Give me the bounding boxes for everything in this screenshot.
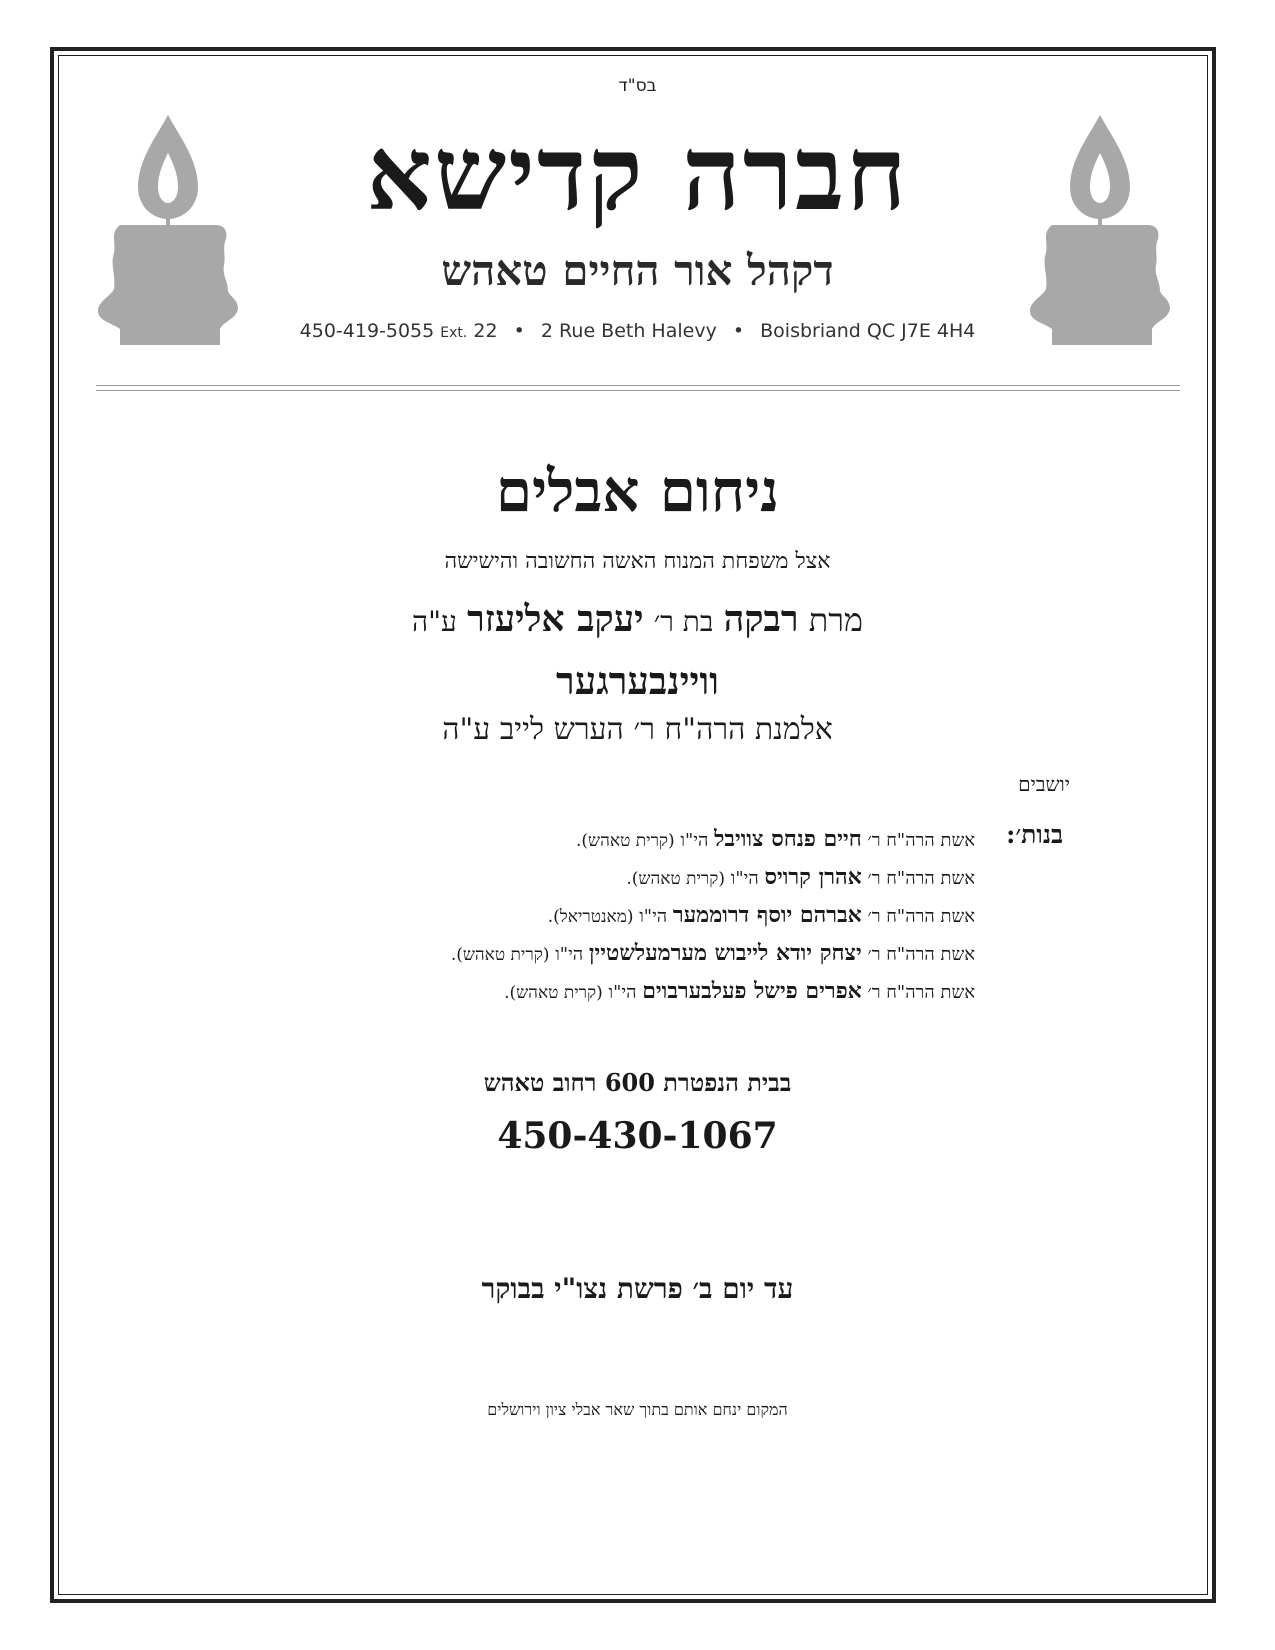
daughter-husband-name: אברהם יוסף דרוממער: [672, 902, 862, 928]
daughter-prefix: אשת הרה"ח ר׳: [867, 982, 975, 1003]
daughter-husband-name: יצחק יודא לייבוש מערמעלשטיין: [588, 940, 862, 966]
daughter-hy: הי"ו: [730, 868, 759, 889]
separator-dot: •: [732, 320, 745, 342]
shiva-address: בבית הנפטרת 600 רחוב טאהש: [483, 1068, 792, 1097]
daughter-city: (מאנטריאל).: [547, 907, 634, 927]
daughter-city: (קרית טאהש).: [576, 831, 675, 851]
shiva-phone[interactable]: 450-430-1067: [497, 1115, 778, 1157]
separator-dot: •: [513, 320, 525, 342]
daughter-prefix: אשת הרה"ח ר׳: [867, 868, 975, 889]
deceased-name-line: [0, 598, 1275, 641]
org-name: חברה קדישא: [366, 114, 909, 234]
daughter-hy: הי"ו: [639, 906, 668, 927]
list-item: [451, 896, 975, 934]
shiva-until: עד יום ב׳ פרשת נצו"י בבוקר: [481, 1272, 794, 1305]
org-subtitle: דקהל אור החיים טאהש: [441, 246, 834, 295]
name-first: רבקה: [723, 598, 799, 640]
daughter-husband-name: חיים פנחס צוויבל: [714, 826, 862, 852]
daughter-hy: הי"ו: [555, 944, 584, 965]
notice-title: ניחום אבלים: [495, 457, 780, 525]
list-item: [451, 934, 975, 972]
widow-of-line: אלמנת הרה"ח ר׳ הערש לייב ע"ה: [442, 712, 833, 747]
list-item: [451, 972, 975, 1010]
closing-blessing: המקום ינחם אותם בתוך שאר אבלי ציון וירושלים: [487, 1400, 788, 1419]
daughter-husband-name: אפרים פישל פעלבערבוים: [642, 978, 862, 1004]
list-item: [451, 820, 975, 858]
deceased-surname: וויינבערגער: [556, 658, 719, 703]
daughter-prefix: אשת הרה"ח ר׳: [867, 830, 975, 851]
name-father: יעקב אליעזר: [467, 598, 644, 640]
header-divider: [96, 385, 1180, 391]
contact-phone[interactable]: 450-419-5055: [299, 320, 435, 342]
sitting-label: יושבים: [1018, 772, 1070, 796]
contact-street: 2 Rue Beth Halevy: [540, 320, 717, 342]
daughter-hy: הי"ו: [680, 830, 709, 851]
daughters-list: [451, 820, 975, 1010]
daughters-label: בנות׳:: [1006, 820, 1063, 849]
daughter-prefix: אשת הרה"ח ר׳: [867, 944, 975, 965]
contact-line: [0, 320, 1275, 342]
name-bat: בת ר׳: [653, 605, 714, 638]
contact-ext: 22: [473, 320, 498, 342]
notice-intro: אצל משפחת המנוח האשה החשובה והישישה: [444, 549, 831, 574]
daughter-city: (קרית טאהש).: [626, 869, 726, 889]
contact-city: Boisbriand QC J7E 4H4: [760, 320, 976, 342]
daughter-hy: הי"ו: [608, 982, 637, 1003]
bsd-mark: בס"ד: [618, 76, 657, 96]
name-prefix: מרת: [808, 601, 863, 639]
list-item: [451, 858, 975, 896]
daughter-city: (קרית טאהש).: [450, 945, 550, 965]
daughter-prefix: אשת הרה"ח ר׳: [867, 906, 975, 927]
contact-ext-label: Ext.: [440, 325, 468, 341]
name-suffix: ע"ה: [412, 605, 457, 638]
daughter-husband-name: אהרן קרויס: [764, 864, 862, 890]
daughter-city: (קרית טאהש).: [504, 983, 603, 1003]
